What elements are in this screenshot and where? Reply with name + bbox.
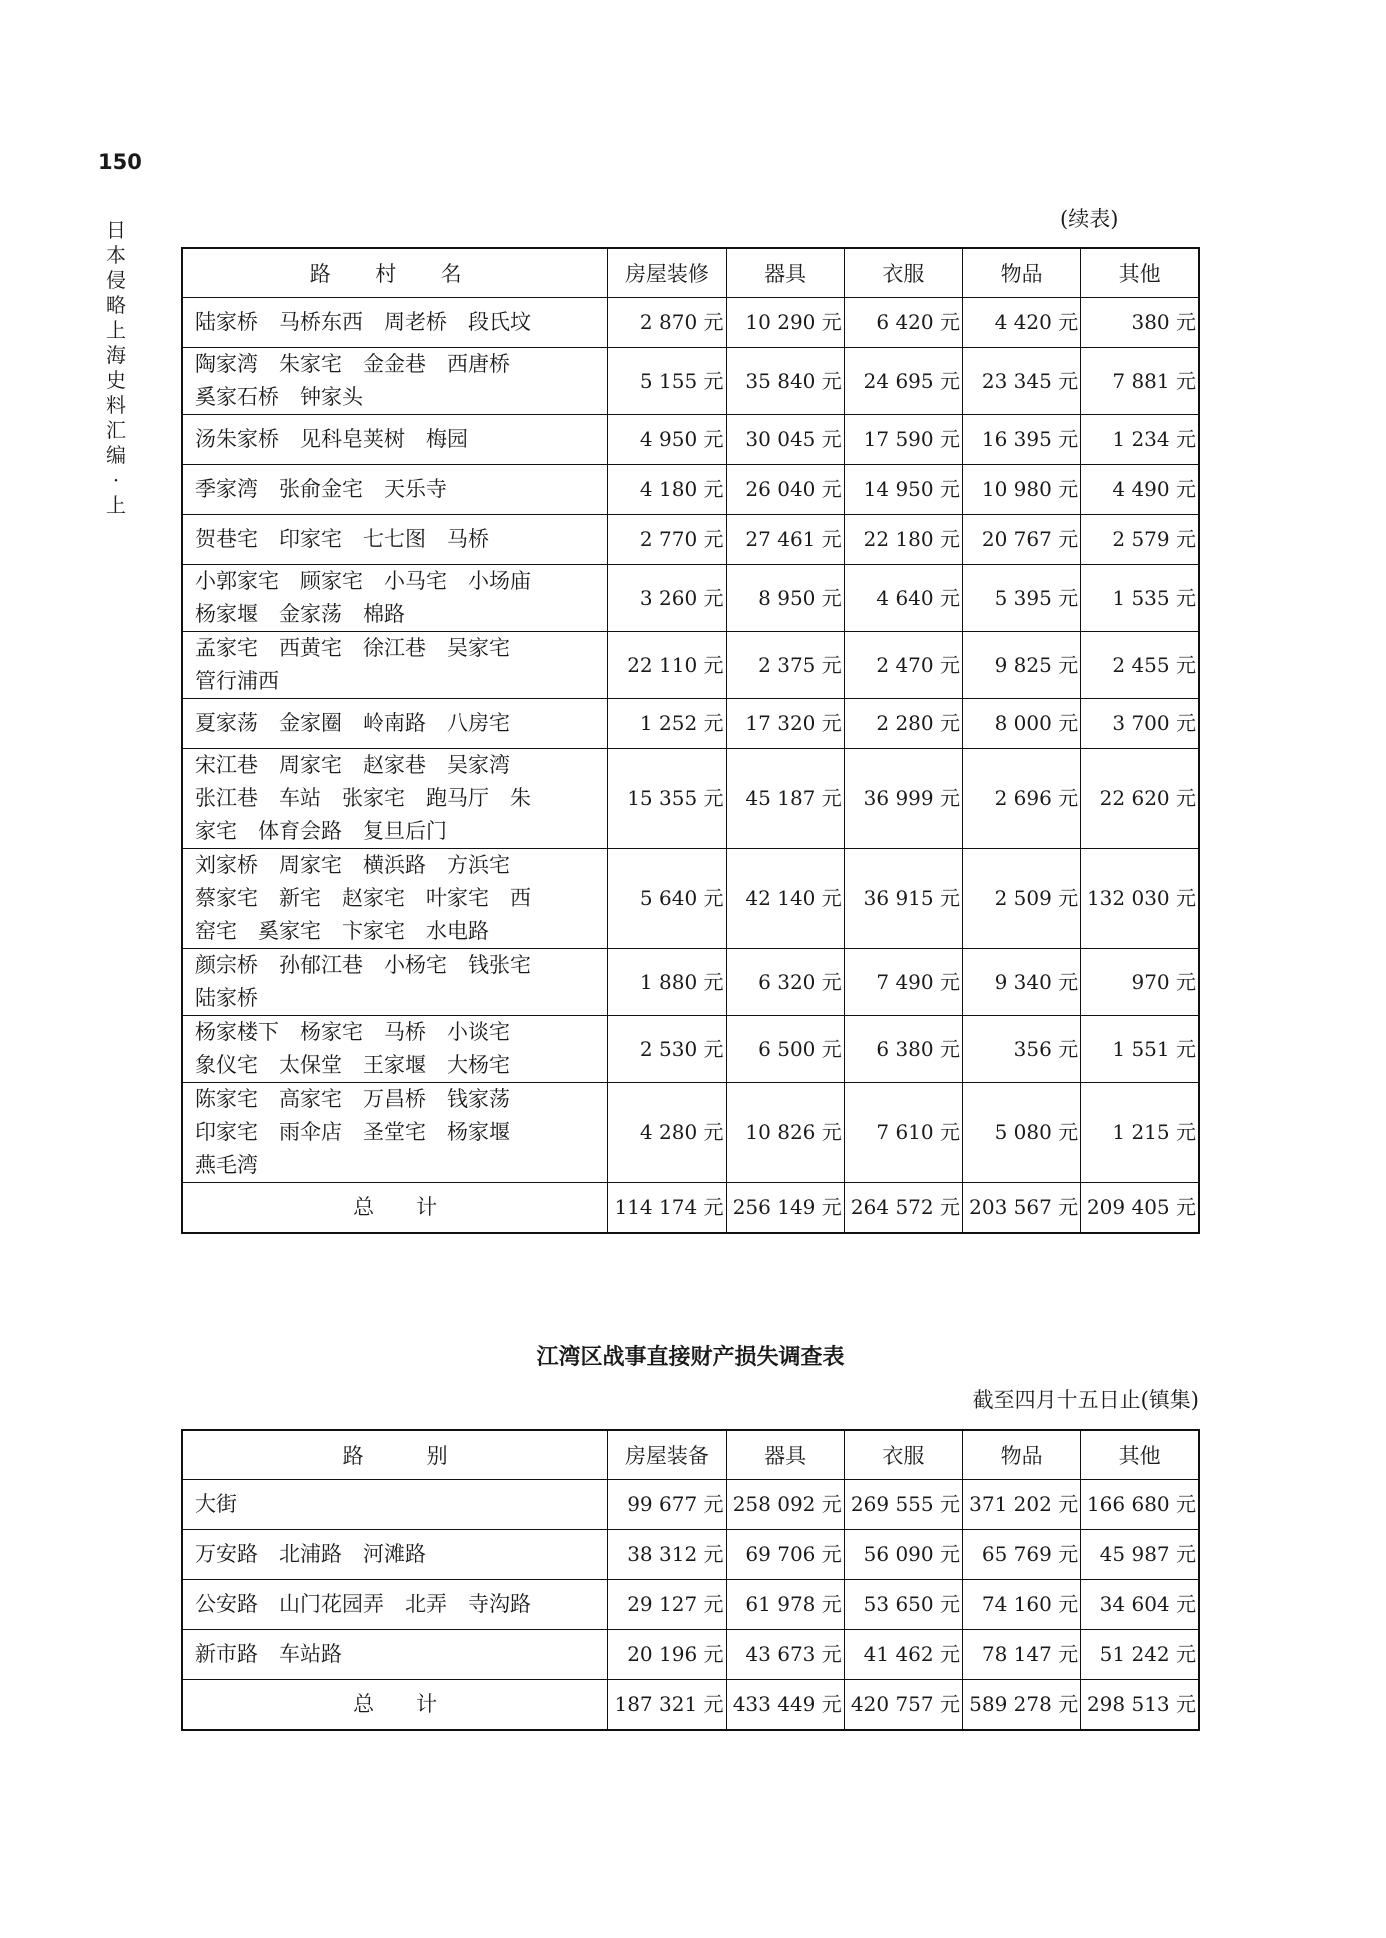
row-location-name [182, 1016, 608, 1083]
amount-cell: 34 604 元 [1081, 1580, 1199, 1630]
amount-cell: 35 840 元 [726, 348, 844, 415]
amount-cell: 6 380 元 [844, 1016, 962, 1083]
amount-cell: 6 320 元 [726, 949, 844, 1016]
location-name-line: 贺巷宅 印家宅 七七图 马桥 [195, 527, 489, 551]
amount-cell: 2 455 元 [1081, 632, 1199, 699]
total-amount-cell: 420 757 元 [844, 1680, 962, 1731]
jiangwan-property-loss-table [181, 1429, 1200, 1731]
amount-cell: 17 590 元 [844, 415, 962, 465]
amount-cell: 1 215 元 [1081, 1083, 1199, 1183]
location-name-line: 张江巷 车站 张家宅 跑马厅 朱 [195, 786, 531, 810]
location-name-line: 刘家桥 周家宅 横浜路 方浜宅 [195, 853, 510, 877]
amount-cell: 1 551 元 [1081, 1016, 1199, 1083]
amount-cell: 78 147 元 [962, 1630, 1080, 1680]
location-name-line: 印家宅 雨伞店 圣堂宅 杨家堰 [195, 1120, 510, 1144]
total-amount-cell: 114 174 元 [608, 1183, 726, 1234]
row-location-name [182, 415, 608, 465]
row-location-name [182, 949, 608, 1016]
column-header-road: 路 别 [182, 1430, 608, 1480]
table-row [182, 749, 1199, 849]
location-name-line: 万安路 北浦路 河滩路 [195, 1542, 426, 1566]
amount-cell: 2 530 元 [608, 1016, 726, 1083]
location-name-line: 蔡家宅 新宅 赵家宅 叶家宅 西 [195, 886, 531, 910]
amount-cell: 45 187 元 [726, 749, 844, 849]
amount-cell: 3 260 元 [608, 565, 726, 632]
total-row [182, 1183, 1199, 1234]
amount-cell: 8 950 元 [726, 565, 844, 632]
table-row [182, 415, 1199, 465]
amount-cell: 258 092 元 [726, 1480, 844, 1530]
total-amount-cell: 256 149 元 [726, 1183, 844, 1234]
total-amount-cell: 298 513 元 [1081, 1680, 1199, 1731]
location-name-line: 颜宗桥 孙郁江巷 小杨宅 钱张宅 [195, 953, 531, 977]
amount-cell: 5 155 元 [608, 348, 726, 415]
date-note: 截至四月十五日止(镇集) [972, 1388, 1199, 1412]
page-number: 150 [98, 150, 142, 174]
amount-cell: 36 999 元 [844, 749, 962, 849]
row-location-name [182, 465, 608, 515]
location-name-line: 象仪宅 太保堂 王家堰 大杨宅 [195, 1053, 510, 1077]
location-name-line: 大街 [195, 1492, 237, 1516]
amount-cell: 6 420 元 [844, 298, 962, 348]
amount-cell: 16 395 元 [962, 415, 1080, 465]
row-location-name [182, 1530, 608, 1580]
amount-cell: 7 490 元 [844, 949, 962, 1016]
amount-cell: 2 280 元 [844, 699, 962, 749]
amount-cell: 4 280 元 [608, 1083, 726, 1183]
location-name-line: 管行浦西 [195, 669, 279, 693]
amount-cell: 2 579 元 [1081, 515, 1199, 565]
continued-label: (续表) [1060, 207, 1119, 231]
location-name-line: 燕毛湾 [195, 1153, 258, 1177]
amount-cell: 20 196 元 [608, 1630, 726, 1680]
amount-cell: 56 090 元 [844, 1530, 962, 1580]
location-name-line: 陆家桥 [195, 986, 258, 1010]
location-name-line: 宋江巷 周家宅 赵家巷 吴家湾 [195, 753, 510, 777]
amount-cell: 2 696 元 [962, 749, 1080, 849]
table-row [182, 699, 1199, 749]
location-name-line: 陶家湾 朱家宅 金金巷 西唐桥 [195, 352, 510, 376]
amount-cell: 8 000 元 [962, 699, 1080, 749]
location-name-line: 季家湾 张俞金宅 天乐寺 [195, 477, 447, 501]
row-location-name [182, 515, 608, 565]
amount-cell: 4 180 元 [608, 465, 726, 515]
amount-cell: 22 620 元 [1081, 749, 1199, 849]
amount-cell: 36 915 元 [844, 849, 962, 949]
amount-cell: 2 509 元 [962, 849, 1080, 949]
amount-cell: 65 769 元 [962, 1530, 1080, 1580]
location-name-line: 孟家宅 西黄宅 徐江巷 吴家宅 [195, 636, 510, 660]
amount-cell: 4 950 元 [608, 415, 726, 465]
amount-cell: 1 234 元 [1081, 415, 1199, 465]
amount-cell: 69 706 元 [726, 1530, 844, 1580]
table-header-row [182, 1430, 1199, 1480]
column-header-other: 其他 [1081, 1430, 1199, 1480]
amount-cell: 2 870 元 [608, 298, 726, 348]
amount-cell: 74 160 元 [962, 1580, 1080, 1630]
amount-cell: 166 680 元 [1081, 1480, 1199, 1530]
column-header-clothing: 衣服 [844, 1430, 962, 1480]
row-location-name [182, 298, 608, 348]
row-location-name [182, 749, 608, 849]
amount-cell: 27 461 元 [726, 515, 844, 565]
amount-cell: 1 880 元 [608, 949, 726, 1016]
amount-cell: 38 312 元 [608, 1530, 726, 1580]
table-row [182, 1530, 1199, 1580]
row-location-name [182, 1083, 608, 1183]
amount-cell: 5 395 元 [962, 565, 1080, 632]
running-head: 日本侵略上海史料汇编·上 [106, 218, 126, 517]
total-amount-cell: 209 405 元 [1081, 1183, 1199, 1234]
location-name-line: 公安路 山门花园弄 北弄 寺沟路 [195, 1592, 531, 1616]
amount-cell: 10 290 元 [726, 298, 844, 348]
table-row [182, 565, 1199, 632]
column-header-utensils: 器具 [726, 1430, 844, 1480]
amount-cell: 17 320 元 [726, 699, 844, 749]
amount-cell: 269 555 元 [844, 1480, 962, 1530]
row-location-name [182, 565, 608, 632]
amount-cell: 371 202 元 [962, 1480, 1080, 1530]
amount-cell: 5 640 元 [608, 849, 726, 949]
amount-cell: 7 610 元 [844, 1083, 962, 1183]
amount-cell: 29 127 元 [608, 1580, 726, 1630]
total-amount-cell: 589 278 元 [962, 1680, 1080, 1731]
amount-cell: 41 462 元 [844, 1630, 962, 1680]
amount-cell: 9 340 元 [962, 949, 1080, 1016]
total-label: 总 计 [182, 1680, 608, 1731]
amount-cell: 2 470 元 [844, 632, 962, 699]
amount-cell: 14 950 元 [844, 465, 962, 515]
total-row [182, 1680, 1199, 1731]
amount-cell: 132 030 元 [1081, 849, 1199, 949]
amount-cell: 7 881 元 [1081, 348, 1199, 415]
amount-cell: 99 677 元 [608, 1480, 726, 1530]
amount-cell: 6 500 元 [726, 1016, 844, 1083]
amount-cell: 20 767 元 [962, 515, 1080, 565]
section-title: 江湾区战事直接财产损失调查表 [536, 1345, 845, 1370]
amount-cell: 1 535 元 [1081, 565, 1199, 632]
amount-cell: 356 元 [962, 1016, 1080, 1083]
table-row [182, 632, 1199, 699]
amount-cell: 2 770 元 [608, 515, 726, 565]
amount-cell: 22 110 元 [608, 632, 726, 699]
amount-cell: 4 640 元 [844, 565, 962, 632]
amount-cell: 4 420 元 [962, 298, 1080, 348]
amount-cell: 15 355 元 [608, 749, 726, 849]
amount-cell: 45 987 元 [1081, 1530, 1199, 1580]
amount-cell: 9 825 元 [962, 632, 1080, 699]
amount-cell: 3 700 元 [1081, 699, 1199, 749]
amount-cell: 43 673 元 [726, 1630, 844, 1680]
total-amount-cell: 203 567 元 [962, 1183, 1080, 1234]
property-loss-table-continued [181, 247, 1200, 1234]
location-name-line: 杨家堰 金家荡 棉路 [195, 602, 405, 626]
table-header-row [182, 248, 1199, 298]
total-amount-cell: 433 449 元 [726, 1680, 844, 1731]
total-amount-cell: 187 321 元 [608, 1680, 726, 1731]
column-header-utensils: 器具 [726, 248, 844, 298]
location-name-line: 陈家宅 高家宅 万昌桥 钱家荡 [195, 1087, 510, 1111]
row-location-name [182, 1580, 608, 1630]
table-row [182, 298, 1199, 348]
table-row [182, 1083, 1199, 1183]
row-location-name [182, 1630, 608, 1680]
amount-cell: 24 695 元 [844, 348, 962, 415]
amount-cell: 970 元 [1081, 949, 1199, 1016]
total-label: 总 计 [182, 1183, 608, 1234]
amount-cell: 42 140 元 [726, 849, 844, 949]
location-name-line: 夏家荡 金家圈 岭南路 八房宅 [195, 711, 510, 735]
amount-cell: 10 980 元 [962, 465, 1080, 515]
column-header-house-repair: 房屋装修 [608, 248, 726, 298]
location-name-line: 陆家桥 马桥东西 周老桥 段氏坟 [195, 310, 531, 334]
amount-cell: 4 490 元 [1081, 465, 1199, 515]
location-name-line: 家宅 体育会路 复旦后门 [195, 819, 447, 843]
column-header-clothing: 衣服 [844, 248, 962, 298]
location-name-line: 窑宅 奚家宅 卞家宅 水电路 [195, 919, 489, 943]
amount-cell: 61 978 元 [726, 1580, 844, 1630]
amount-cell: 30 045 元 [726, 415, 844, 465]
column-header-other: 其他 [1081, 248, 1199, 298]
amount-cell: 5 080 元 [962, 1083, 1080, 1183]
total-amount-cell: 264 572 元 [844, 1183, 962, 1234]
location-name-line: 新市路 车站路 [195, 1642, 342, 1666]
amount-cell: 2 375 元 [726, 632, 844, 699]
row-location-name [182, 1480, 608, 1530]
table-row [182, 515, 1199, 565]
amount-cell: 53 650 元 [844, 1580, 962, 1630]
amount-cell: 51 242 元 [1081, 1630, 1199, 1680]
column-header-goods: 物品 [962, 1430, 1080, 1480]
table-row [182, 849, 1199, 949]
row-location-name [182, 849, 608, 949]
amount-cell: 23 345 元 [962, 348, 1080, 415]
row-location-name [182, 699, 608, 749]
location-name-line: 小郭家宅 顾家宅 小马宅 小场庙 [195, 569, 531, 593]
table-row [182, 1630, 1199, 1680]
column-header-house-equipment: 房屋装备 [608, 1430, 726, 1480]
table-row [182, 465, 1199, 515]
location-name-line: 杨家楼下 杨家宅 马桥 小谈宅 [195, 1020, 510, 1044]
amount-cell: 380 元 [1081, 298, 1199, 348]
column-header-goods: 物品 [962, 248, 1080, 298]
table-row [182, 1580, 1199, 1630]
table-row [182, 348, 1199, 415]
table-row [182, 949, 1199, 1016]
amount-cell: 1 252 元 [608, 699, 726, 749]
amount-cell: 22 180 元 [844, 515, 962, 565]
location-name-line: 奚家石桥 钟家头 [195, 385, 363, 409]
row-location-name [182, 632, 608, 699]
amount-cell: 26 040 元 [726, 465, 844, 515]
table-row [182, 1016, 1199, 1083]
amount-cell: 10 826 元 [726, 1083, 844, 1183]
column-header-road-village: 路 村 名 [182, 248, 608, 298]
location-name-line: 汤朱家桥 见科皂荚树 梅园 [195, 427, 468, 451]
table-row [182, 1480, 1199, 1530]
row-location-name [182, 348, 608, 415]
